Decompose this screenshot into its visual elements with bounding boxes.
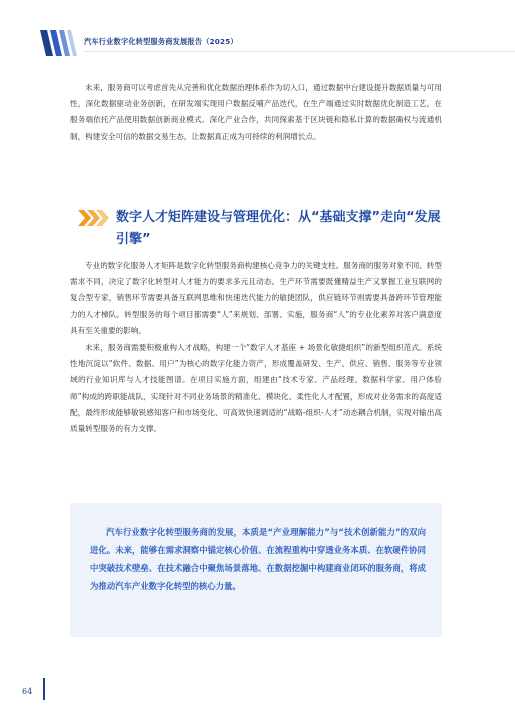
section-title: 数字人才矩阵建设与管理优化：从“基础支撑”走向“发展引擎” bbox=[116, 210, 441, 247]
page-number-divider bbox=[43, 678, 45, 700]
page-header bbox=[0, 0, 515, 60]
running-header-title: 汽车行业数字化转型服务商发展报告（2025） bbox=[84, 37, 238, 46]
body-paragraph-3: 未来，服务商需要积极重构人才战略，构建一个“数字人才基座 + 场景化敏捷组织”的新型组织范式。系统性地沉淀以“软件、数据、用户”为核心的数字化能力资产，形成覆盖研发、生产、供应、销售、服务等专业领域的行业知识库与人才技能图谱。在项目实施方面，组建由“技术专家、产品经理、数据科学家、用户体验师”构成的跨职能战队，实现针对不同业务场景的精准化、模块化、柔性化人才配置，形成对业务需求的高度适配，最终形成能够敏锐感知客户和市场变化、可高效快速调适的“战略-组织-人才”动态耦合机制，实现对输出高质量转型服务的有力支撑。 bbox=[70, 343, 442, 434]
summary-callout-box bbox=[70, 503, 442, 637]
body-paragraph-2: 专业的数字化服务人才矩阵是数字化转型服务商构建核心竞争力的关键支柱。服务商的服务对象不同、转型需求不同，决定了数字化转型对人才能力的要求多元且动态。生产环节需要既懂精益生产又掌握工业互联网的复合型专家，销售环节需要具备互联网思维和快速迭代能力的敏捷团队，供应链环节则需要具备跨环节管理能力的人才梯队。转型服务的每个项目都需要“人”来规划、部署、实施，服务商“人”的专业化素养对客户满意度具有至关重要的影响。 bbox=[70, 261, 442, 335]
chevron-right-icon bbox=[78, 210, 110, 226]
body-paragraph-1: 未来，服务商可以考虑首先从完善和优化数据治理体系作为切入口，通过数据中台建设提升数据质量与可用性，深化数据驱动业务创新，在研发端实现用户数据反哺产品迭代，在生产端通过实时数据优化制造工艺，在服务端依托产品使用数据创新商业模式。深化产业合作，共同探索基于区块链和隐私计算的数据确权与流通机制，构建安全可信的数据交易生态，让数据真正成为可持续的利润增长点。 bbox=[70, 83, 442, 141]
header-divider bbox=[84, 51, 515, 52]
header-stripes-icon bbox=[0, 30, 80, 56]
callout-text: 汽车行业数字化转型服务商的发展，本质是“产业理解能力”与“技术创新能力”的双向进化。未来，能够在需求洞察中锚定核心价值、在流程重构中穿透业务本质、在软硬件协同中突破技术壁垒、在技术融合中聚焦场景落地、在数据挖掘中构建商业闭环的服务商，将成为推动汽车产业数字化转型的核心力量。 bbox=[90, 527, 426, 591]
page-number: 64 bbox=[22, 687, 33, 696]
